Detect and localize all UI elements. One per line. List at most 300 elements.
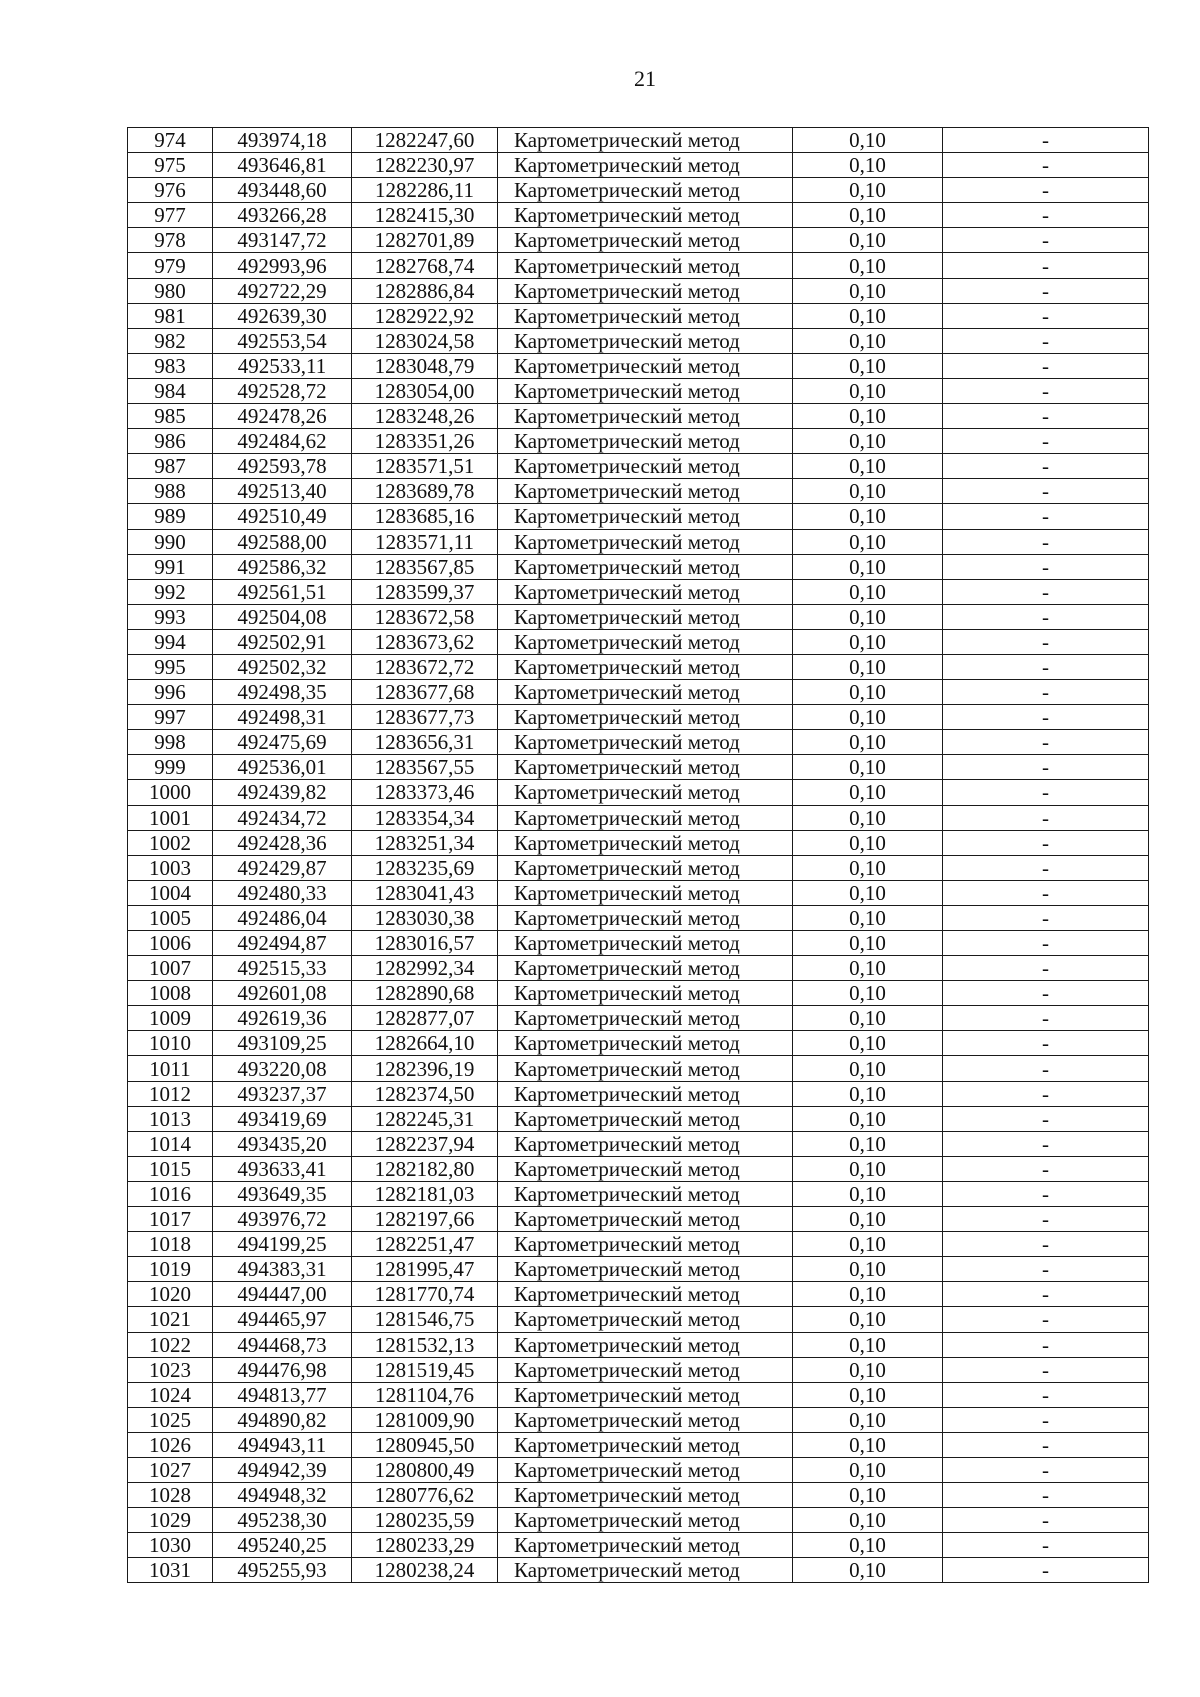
accuracy-cell: 0,10 [793,830,943,855]
method-cell: Картометрический метод [498,1257,793,1282]
method-cell: Картометрический метод [498,1332,793,1357]
accuracy-cell: 0,10 [793,479,943,504]
description-cell: - [943,504,1149,529]
description-cell: - [943,253,1149,278]
table-row [128,1131,1149,1156]
x-coordinate-cell: 495255,93 [213,1558,352,1583]
method-cell: Картометрический метод [498,1357,793,1382]
description-cell: - [943,579,1149,604]
description-cell: - [943,328,1149,353]
y-coordinate-cell: 1280235,59 [352,1508,498,1533]
table-row [128,1181,1149,1206]
description-cell: - [943,1407,1149,1432]
accuracy-cell: 0,10 [793,604,943,629]
y-coordinate-cell: 1280238,24 [352,1558,498,1583]
description-cell: - [943,404,1149,429]
accuracy-cell: 0,10 [793,905,943,930]
y-coordinate-cell: 1282415,30 [352,203,498,228]
description-cell: - [943,981,1149,1006]
accuracy-cell: 0,10 [793,203,943,228]
x-coordinate-cell: 494942,39 [213,1457,352,1482]
x-coordinate-cell: 493646,81 [213,153,352,178]
table-row [128,705,1149,730]
x-coordinate-cell: 494890,82 [213,1407,352,1432]
y-coordinate-cell: 1283251,34 [352,830,498,855]
y-coordinate-cell: 1282396,19 [352,1056,498,1081]
point-number-cell: 1009 [128,1006,213,1031]
table-row [128,1257,1149,1282]
y-coordinate-cell: 1282992,34 [352,956,498,981]
table-row [128,278,1149,303]
description-cell: - [943,1106,1149,1131]
y-coordinate-cell: 1283567,85 [352,554,498,579]
y-coordinate-cell: 1282664,10 [352,1031,498,1056]
table-row [128,680,1149,705]
x-coordinate-cell: 492478,26 [213,404,352,429]
description-cell: - [943,755,1149,780]
point-number-cell: 1029 [128,1508,213,1533]
method-cell: Картометрический метод [498,1232,793,1257]
accuracy-cell: 0,10 [793,429,943,454]
accuracy-cell: 0,10 [793,1257,943,1282]
description-cell: - [943,1432,1149,1457]
y-coordinate-cell: 1283048,79 [352,353,498,378]
point-number-cell: 1016 [128,1181,213,1206]
point-number-cell: 999 [128,755,213,780]
table-row [128,629,1149,654]
description-cell: - [943,1332,1149,1357]
method-cell: Картометрический метод [498,780,793,805]
method-cell: Картометрический метод [498,730,793,755]
method-cell: Картометрический метод [498,830,793,855]
accuracy-cell: 0,10 [793,1533,943,1558]
method-cell: Картометрический метод [498,680,793,705]
point-number-cell: 975 [128,153,213,178]
method-cell: Картометрический метод [498,604,793,629]
table-row [128,353,1149,378]
y-coordinate-cell: 1283235,69 [352,855,498,880]
table-row [128,1207,1149,1232]
accuracy-cell: 0,10 [793,1558,943,1583]
y-coordinate-cell: 1281009,90 [352,1407,498,1432]
description-cell: - [943,1156,1149,1181]
point-number-cell: 1021 [128,1307,213,1332]
accuracy-cell: 0,10 [793,378,943,403]
point-number-cell: 993 [128,604,213,629]
point-number-cell: 986 [128,429,213,454]
description-cell: - [943,153,1149,178]
description-cell: - [943,303,1149,328]
table-row [128,153,1149,178]
point-number-cell: 1015 [128,1156,213,1181]
accuracy-cell: 0,10 [793,880,943,905]
point-number-cell: 1028 [128,1483,213,1508]
y-coordinate-cell: 1283656,31 [352,730,498,755]
point-number-cell: 1017 [128,1207,213,1232]
y-coordinate-cell: 1282374,50 [352,1081,498,1106]
table-row [128,1307,1149,1332]
y-coordinate-cell: 1280945,50 [352,1432,498,1457]
table-row [128,805,1149,830]
description-cell: - [943,1081,1149,1106]
description-cell: - [943,228,1149,253]
table-row [128,956,1149,981]
y-coordinate-cell: 1281995,47 [352,1257,498,1282]
x-coordinate-cell: 492439,82 [213,780,352,805]
point-number-cell: 1018 [128,1232,213,1257]
x-coordinate-cell: 492588,00 [213,529,352,554]
accuracy-cell: 0,10 [793,253,943,278]
accuracy-cell: 0,10 [793,504,943,529]
x-coordinate-cell: 493109,25 [213,1031,352,1056]
description-cell: - [943,1131,1149,1156]
x-coordinate-cell: 492434,72 [213,805,352,830]
accuracy-cell: 0,10 [793,1332,943,1357]
description-cell: - [943,1282,1149,1307]
point-number-cell: 998 [128,730,213,755]
method-cell: Картометрический метод [498,629,793,654]
y-coordinate-cell: 1283354,34 [352,805,498,830]
point-number-cell: 996 [128,680,213,705]
description-cell: - [943,805,1149,830]
point-number-cell: 978 [128,228,213,253]
method-cell: Картометрический метод [498,128,793,153]
x-coordinate-cell: 493419,69 [213,1106,352,1131]
x-coordinate-cell: 493147,72 [213,228,352,253]
table-row [128,454,1149,479]
description-cell: - [943,730,1149,755]
point-number-cell: 977 [128,203,213,228]
point-number-cell: 1025 [128,1407,213,1432]
method-cell: Картометрический метод [498,378,793,403]
x-coordinate-cell: 494948,32 [213,1483,352,1508]
x-coordinate-cell: 492502,32 [213,654,352,679]
y-coordinate-cell: 1283571,11 [352,529,498,554]
table-row [128,830,1149,855]
point-number-cell: 990 [128,529,213,554]
y-coordinate-cell: 1283054,00 [352,378,498,403]
x-coordinate-cell: 492429,87 [213,855,352,880]
y-coordinate-cell: 1283024,58 [352,328,498,353]
y-coordinate-cell: 1280800,49 [352,1457,498,1482]
method-cell: Картометрический метод [498,855,793,880]
method-cell: Картометрический метод [498,755,793,780]
table-row [128,253,1149,278]
description-cell: - [943,178,1149,203]
accuracy-cell: 0,10 [793,956,943,981]
table-row [128,1407,1149,1432]
table-row [128,228,1149,253]
method-cell: Картометрический метод [498,278,793,303]
description-cell: - [943,1307,1149,1332]
x-coordinate-cell: 492619,36 [213,1006,352,1031]
description-cell: - [943,529,1149,554]
x-coordinate-cell: 494468,73 [213,1332,352,1357]
description-cell: - [943,1533,1149,1558]
x-coordinate-cell: 494447,00 [213,1282,352,1307]
method-cell: Картометрический метод [498,404,793,429]
accuracy-cell: 0,10 [793,1483,943,1508]
x-coordinate-cell: 493266,28 [213,203,352,228]
method-cell: Картометрический метод [498,1106,793,1131]
x-coordinate-cell: 492553,54 [213,328,352,353]
description-cell: - [943,705,1149,730]
table-row [128,1081,1149,1106]
point-number-cell: 1014 [128,1131,213,1156]
table-row [128,479,1149,504]
y-coordinate-cell: 1282251,47 [352,1232,498,1257]
x-coordinate-cell: 493435,20 [213,1131,352,1156]
description-cell: - [943,1207,1149,1232]
y-coordinate-cell: 1281546,75 [352,1307,498,1332]
method-cell: Картометрический метод [498,203,793,228]
description-cell: - [943,780,1149,805]
method-cell: Картометрический метод [498,579,793,604]
table-row [128,931,1149,956]
method-cell: Картометрический метод [498,880,793,905]
method-cell: Картометрический метод [498,479,793,504]
method-cell: Картометрический метод [498,303,793,328]
y-coordinate-cell: 1282197,66 [352,1207,498,1232]
x-coordinate-cell: 492536,01 [213,755,352,780]
point-number-cell: 997 [128,705,213,730]
method-cell: Картометрический метод [498,1031,793,1056]
accuracy-cell: 0,10 [793,1056,943,1081]
method-cell: Картометрический метод [498,529,793,554]
point-number-cell: 1010 [128,1031,213,1056]
method-cell: Картометрический метод [498,328,793,353]
description-cell: - [943,353,1149,378]
accuracy-cell: 0,10 [793,529,943,554]
point-number-cell: 991 [128,554,213,579]
x-coordinate-cell: 492601,08 [213,981,352,1006]
y-coordinate-cell: 1281104,76 [352,1382,498,1407]
accuracy-cell: 0,10 [793,1207,943,1232]
description-cell: - [943,1357,1149,1382]
y-coordinate-cell: 1283689,78 [352,479,498,504]
method-cell: Картометрический метод [498,178,793,203]
accuracy-cell: 0,10 [793,1307,943,1332]
accuracy-cell: 0,10 [793,981,943,1006]
y-coordinate-cell: 1281770,74 [352,1282,498,1307]
description-cell: - [943,1056,1149,1081]
y-coordinate-cell: 1282230,97 [352,153,498,178]
method-cell: Картометрический метод [498,956,793,981]
y-coordinate-cell: 1283571,51 [352,454,498,479]
y-coordinate-cell: 1282768,74 [352,253,498,278]
method-cell: Картометрический метод [498,654,793,679]
method-cell: Картометрический метод [498,1156,793,1181]
accuracy-cell: 0,10 [793,1432,943,1457]
point-number-cell: 1008 [128,981,213,1006]
description-cell: - [943,905,1149,930]
y-coordinate-cell: 1283672,58 [352,604,498,629]
point-number-cell: 1002 [128,830,213,855]
accuracy-cell: 0,10 [793,780,943,805]
table-row [128,880,1149,905]
method-cell: Картометрический метод [498,1307,793,1332]
x-coordinate-cell: 492502,91 [213,629,352,654]
point-number-cell: 1023 [128,1357,213,1382]
point-number-cell: 981 [128,303,213,328]
method-cell: Картометрический метод [498,454,793,479]
accuracy-cell: 0,10 [793,554,943,579]
table-row [128,730,1149,755]
point-number-cell: 995 [128,654,213,679]
accuracy-cell: 0,10 [793,404,943,429]
method-cell: Картометрический метод [498,1483,793,1508]
table-row [128,1432,1149,1457]
y-coordinate-cell: 1280233,29 [352,1533,498,1558]
point-number-cell: 976 [128,178,213,203]
x-coordinate-cell: 492528,72 [213,378,352,403]
method-cell: Картометрический метод [498,1282,793,1307]
description-cell: - [943,1232,1149,1257]
point-number-cell: 1013 [128,1106,213,1131]
x-coordinate-cell: 492593,78 [213,454,352,479]
x-coordinate-cell: 493237,37 [213,1081,352,1106]
description-cell: - [943,931,1149,956]
y-coordinate-cell: 1283030,38 [352,905,498,930]
description-cell: - [943,1457,1149,1482]
table-row [128,1006,1149,1031]
method-cell: Картометрический метод [498,1508,793,1533]
accuracy-cell: 0,10 [793,855,943,880]
coordinates-table [127,127,1149,1583]
table-row [128,1483,1149,1508]
x-coordinate-cell: 492510,49 [213,504,352,529]
description-cell: - [943,880,1149,905]
accuracy-cell: 0,10 [793,931,943,956]
method-cell: Картометрический метод [498,1181,793,1206]
x-coordinate-cell: 492515,33 [213,956,352,981]
y-coordinate-cell: 1283248,26 [352,404,498,429]
table-row [128,905,1149,930]
table-row [128,1457,1149,1482]
description-cell: - [943,1508,1149,1533]
accuracy-cell: 0,10 [793,128,943,153]
table-row [128,1156,1149,1181]
y-coordinate-cell: 1282247,60 [352,128,498,153]
method-cell: Картометрический метод [498,1407,793,1432]
table-row [128,855,1149,880]
x-coordinate-cell: 492586,32 [213,554,352,579]
accuracy-cell: 0,10 [793,1106,943,1131]
accuracy-cell: 0,10 [793,1282,943,1307]
accuracy-cell: 0,10 [793,755,943,780]
point-number-cell: 980 [128,278,213,303]
description-cell: - [943,1558,1149,1583]
y-coordinate-cell: 1283672,72 [352,654,498,679]
y-coordinate-cell: 1282890,68 [352,981,498,1006]
point-number-cell: 1031 [128,1558,213,1583]
x-coordinate-cell: 492498,35 [213,680,352,705]
x-coordinate-cell: 492428,36 [213,830,352,855]
table-row [128,128,1149,153]
method-cell: Картометрический метод [498,554,793,579]
x-coordinate-cell: 494476,98 [213,1357,352,1382]
point-number-cell: 1026 [128,1432,213,1457]
table-row [128,1533,1149,1558]
table-row [128,1232,1149,1257]
accuracy-cell: 0,10 [793,1382,943,1407]
description-cell: - [943,429,1149,454]
point-number-cell: 992 [128,579,213,604]
x-coordinate-cell: 492494,87 [213,931,352,956]
accuracy-cell: 0,10 [793,178,943,203]
table-row [128,1332,1149,1357]
accuracy-cell: 0,10 [793,1457,943,1482]
table-row [128,554,1149,579]
point-number-cell: 1019 [128,1257,213,1282]
method-cell: Картометрический метод [498,1131,793,1156]
point-number-cell: 1000 [128,780,213,805]
table-row [128,579,1149,604]
table-row [128,529,1149,554]
y-coordinate-cell: 1283373,46 [352,780,498,805]
table-row [128,1056,1149,1081]
accuracy-cell: 0,10 [793,1006,943,1031]
accuracy-cell: 0,10 [793,1181,943,1206]
point-number-cell: 1011 [128,1056,213,1081]
table-row [128,755,1149,780]
point-number-cell: 1012 [128,1081,213,1106]
y-coordinate-cell: 1282922,92 [352,303,498,328]
x-coordinate-cell: 493633,41 [213,1156,352,1181]
y-coordinate-cell: 1283567,55 [352,755,498,780]
method-cell: Картометрический метод [498,1056,793,1081]
table-row [128,780,1149,805]
method-cell: Картометрический метод [498,931,793,956]
x-coordinate-cell: 493976,72 [213,1207,352,1232]
table-row [128,1508,1149,1533]
point-number-cell: 989 [128,504,213,529]
x-coordinate-cell: 493220,08 [213,1056,352,1081]
accuracy-cell: 0,10 [793,1357,943,1382]
point-number-cell: 985 [128,404,213,429]
description-cell: - [943,203,1149,228]
y-coordinate-cell: 1282286,11 [352,178,498,203]
method-cell: Картометрический метод [498,1006,793,1031]
description-cell: - [943,629,1149,654]
table-row [128,404,1149,429]
table-row [128,1106,1149,1131]
method-cell: Картометрический метод [498,705,793,730]
y-coordinate-cell: 1283685,16 [352,504,498,529]
point-number-cell: 1020 [128,1282,213,1307]
description-cell: - [943,1031,1149,1056]
method-cell: Картометрический метод [498,228,793,253]
description-cell: - [943,454,1149,479]
description-cell: - [943,278,1149,303]
accuracy-cell: 0,10 [793,654,943,679]
accuracy-cell: 0,10 [793,353,943,378]
table-row [128,178,1149,203]
y-coordinate-cell: 1282181,03 [352,1181,498,1206]
y-coordinate-cell: 1283673,62 [352,629,498,654]
accuracy-cell: 0,10 [793,730,943,755]
y-coordinate-cell: 1282877,07 [352,1006,498,1031]
method-cell: Картометрический метод [498,504,793,529]
method-cell: Картометрический метод [498,805,793,830]
description-cell: - [943,1257,1149,1282]
table-row [128,1382,1149,1407]
description-cell: - [943,378,1149,403]
table-row [128,1357,1149,1382]
accuracy-cell: 0,10 [793,303,943,328]
accuracy-cell: 0,10 [793,328,943,353]
description-cell: - [943,680,1149,705]
